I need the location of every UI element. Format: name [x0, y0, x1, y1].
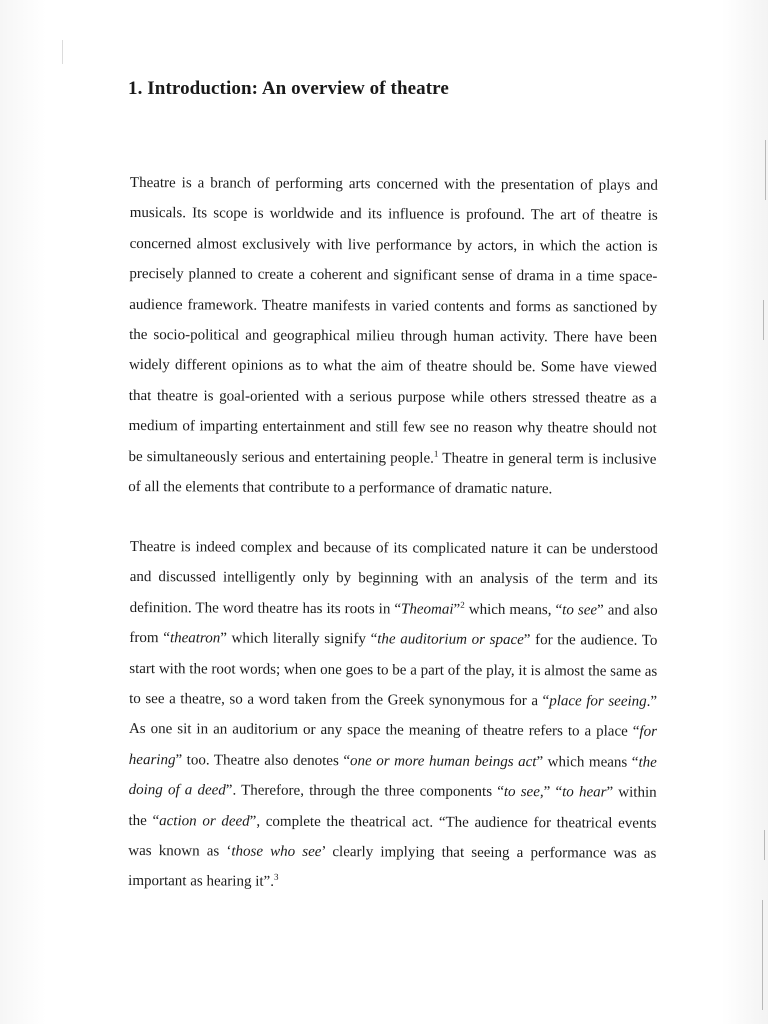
paragraph-2-text: Theatre is indeed complex and because of its complicated nature it can be understood and discussed intelligently only by beginning with an analysis of the term and its definition. The word theatre has its roots in “: [129, 538, 658, 618]
italic-term: to see: [562, 602, 598, 619]
paragraph-2-text: ” which means “: [536, 753, 639, 771]
italic-term: those who see: [231, 843, 322, 861]
paragraph-2-text: ”, complete the theatrical act. “The audience for theatrical events was known as ‘: [128, 813, 657, 860]
paragraph-2-text: ” which literally signify “: [220, 630, 378, 648]
paragraph-2-text: ’ clearly implying that seeing a performance was as important as hearing it”.: [128, 844, 657, 891]
scan-edge-mark: [762, 900, 763, 1010]
scan-edge-mark: [765, 140, 766, 200]
paragraph-2-text: ” “: [543, 784, 563, 801]
footnote-marker-3: 3: [273, 872, 279, 883]
paragraph-2-text: ” for the audience. To start with the root words; when one goes to be a part of the play, it is almost the same as to see a theatre, so a word taken from the Greek synonymous for a “: [129, 632, 658, 710]
italic-term: place for seeing: [549, 693, 647, 710]
italic-term: the auditorium or space: [377, 631, 524, 649]
italic-term: action or deed: [159, 812, 250, 830]
paragraph-2-text: ”. Therefore, through the three components “: [225, 782, 504, 801]
footnote-marker-2: 2: [460, 599, 465, 610]
paragraph-2: [128, 532, 658, 900]
italic-term: Theomai: [401, 601, 454, 618]
italic-term: one or more human beings act: [350, 752, 537, 770]
paragraph-2-text: which means, “: [464, 601, 563, 619]
paragraph-2-text: ” and also from “: [129, 602, 658, 647]
italic-term: theatron: [169, 630, 221, 647]
paragraph-2-text: ” too. Theatre also denotes “: [175, 752, 351, 769]
italic-term: the doing of a deed: [128, 754, 657, 799]
paragraph-1: [128, 168, 658, 505]
italic-term: for hearing: [128, 724, 658, 769]
paragraph-2-text: ”: [453, 601, 461, 618]
italic-term: to hear: [562, 784, 607, 801]
scan-edge-mark: [764, 830, 765, 860]
paragraph-2-text: ” within the “: [128, 784, 657, 829]
paragraph-1-text: Theatre is a branch of performing arts concerned with the presentation of plays and musicals. Its scope is worldwide and its influence is profound. The art of theatre is concerned almost exclusively with live performance by actors, in which the action is precisely planned to create a coherent and significant sense of drama in a time space-audience framework. Theatre manifests in varied contents and forms as sanctioned by the socio-political and geographical milieu through human activity. There have been widely different opinions as to what the aim of theatre should be. Some have viewed that theatre is goal-oriented with a serious purpose while others stressed theatre as a medium of imparting entertainment and still few see no reason why theatre should not be simultaneously serious and entertaining people.: [128, 174, 658, 467]
scan-edge-mark: [763, 300, 764, 340]
section-heading: 1. Introduction: An overview of theatre: [128, 78, 449, 99]
footnote-marker-1: 1: [433, 448, 439, 459]
paragraph-1-text: Theatre in general term is inclusive of all the elements that contribute to a performance of dramatic nature.: [128, 450, 657, 498]
scan-edge-mark: [62, 40, 63, 64]
paragraph-2-text: .” As one sit in an auditorium or any space the meaning of theatre refers to a place “: [128, 693, 658, 741]
italic-term: to see,: [503, 784, 544, 801]
